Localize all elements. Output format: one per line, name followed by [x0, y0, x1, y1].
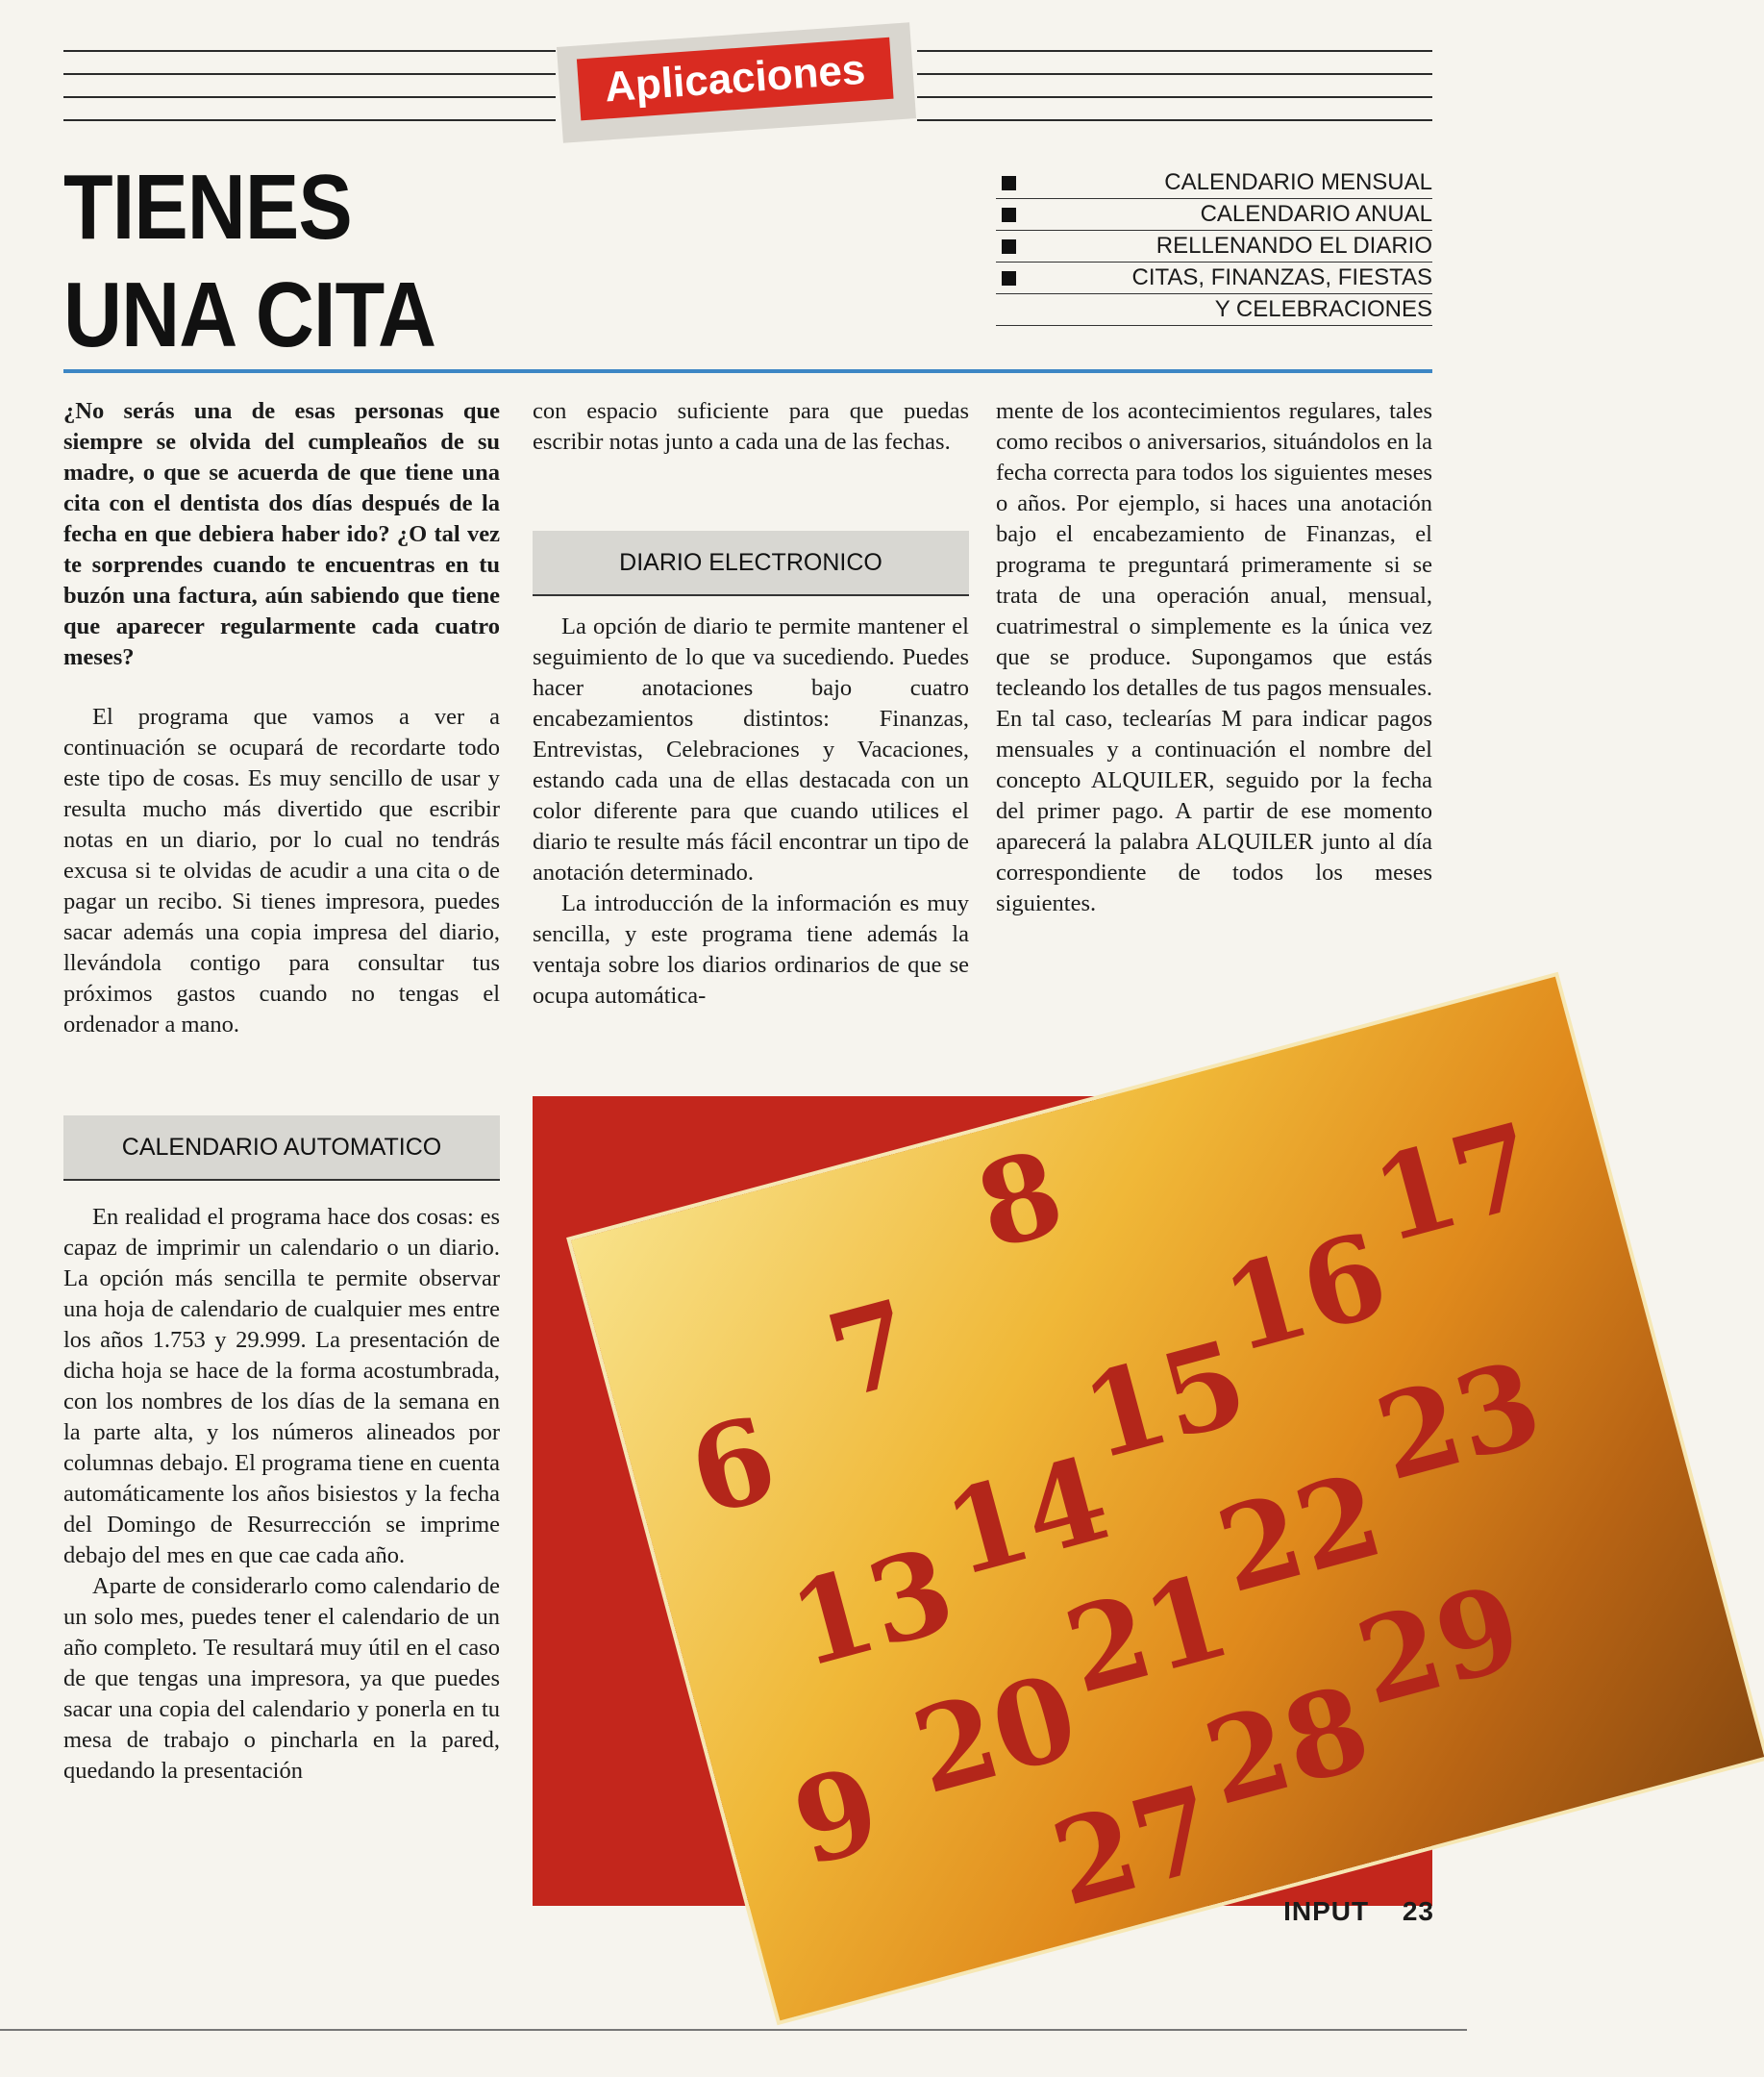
- header-rule: [917, 119, 1432, 121]
- header-rule: [63, 50, 556, 52]
- header-rule: [917, 73, 1432, 75]
- section-heading-diario: DIARIO ELECTRONICO: [533, 531, 969, 596]
- contents-item: CITAS, FINANZAS, FIESTAS: [996, 263, 1432, 294]
- header-rule: [63, 119, 556, 121]
- contents-list: [996, 167, 1432, 326]
- contents-item: CALENDARIO MENSUAL: [996, 167, 1432, 199]
- calendar-number: 29: [1344, 1559, 1535, 1732]
- lead-paragraph: ¿No serás una de esas personas que siempre se olvida del cumpleaños de su madre, o que se acuerda de que tiene una cita con el dentista dos días después de la fecha en que debiera haber ido? ¿O tal vez te sorprendes cuando te encuentras en tu buzón una factura, aún sabiendo que tiene que aparecer regularmente cada cuatro meses?: [63, 398, 500, 670]
- title-line-2: UNA CITA: [63, 263, 436, 366]
- column-1-top: [63, 396, 500, 1040]
- body-paragraph: En realidad el programa hace dos cosas: es capaz de imprimir un calendario o un diario. La opción más sencilla te permite observar una hoja de calendario de cualquier mes entre los años 1.753 y 29.999. La presentación de dicha hoja se hace de la forma acostumbrada, con los nombres de los días de la semana en la parte alta, y los números alineados por columnas debajo. El programa tiene en cuenta automáticamente los años bisiestos y la fecha del Domingo de Resurrección se imprime debajo del mes en que cae cada año.: [63, 1204, 500, 1568]
- body-paragraph: con espacio suficiente para que puedas escribir notas junto a cada una de las fechas.: [533, 398, 969, 455]
- footer-rule: [0, 2029, 1467, 2031]
- calendar-number: 21: [1052, 1547, 1243, 1720]
- calendar-number: 13: [777, 1521, 968, 1695]
- body-paragraph: La introducción de la información es muy sencilla, y este programa tiene además la ventaja sobre los diarios ordinarios de que se ocupa automática-: [533, 890, 969, 1009]
- calendar-number: 22: [1205, 1446, 1396, 1620]
- header-rule: [917, 50, 1432, 52]
- bullet-icon: [1002, 239, 1016, 254]
- calendar-number: 6: [676, 1390, 789, 1542]
- publication-name: INPUT: [1283, 1896, 1370, 1926]
- contents-item: RELLENANDO EL DIARIO: [996, 231, 1432, 263]
- column-2-bottom: [533, 612, 969, 1012]
- calendar-number: 8: [963, 1124, 1077, 1277]
- contents-item: CALENDARIO ANUAL: [996, 199, 1432, 231]
- contents-item: Y CELEBRACIONES: [996, 294, 1432, 326]
- column-2-top: [533, 396, 969, 458]
- calendar-number: 16: [1209, 1206, 1401, 1380]
- section-heading-calendario: CALENDARIO AUTOMATICO: [63, 1115, 500, 1181]
- calendar-number: 28: [1192, 1659, 1382, 1833]
- section-tag-label: Aplicaciones: [577, 38, 894, 121]
- section-tag: [557, 22, 916, 142]
- calendar-number: 9: [780, 1740, 893, 1893]
- calendar-number: 23: [1363, 1335, 1554, 1508]
- body-paragraph: La opción de diario te permite mantener el seguimiento de lo que va sucediendo. Puedes hacer anotaciones bajo cuatro encabezamientos distintos: Finanzas, Entrevistas, Celebraciones y Vacaciones, estando cada una de ellas destacada con un color diferente para que cuando utilices el diario te resulte más fácil encontrar un tipo de anotación determinado.: [533, 613, 969, 886]
- column-3: [996, 396, 1432, 919]
- calendar-photo-image: [571, 977, 1764, 2021]
- header-rule: [63, 73, 556, 75]
- column-1-bottom: [63, 1202, 500, 1787]
- header-rule: [63, 96, 556, 98]
- header-rule: [917, 96, 1432, 98]
- bullet-icon: [1002, 208, 1016, 222]
- calendar-number: 7: [814, 1273, 928, 1426]
- article-title: [63, 154, 435, 369]
- page-footer: [1283, 1896, 1434, 1927]
- calendar-number: 20: [900, 1648, 1091, 1821]
- calendar-number: 27: [1039, 1760, 1230, 1933]
- body-paragraph: El programa que vamos a ver a continuación se ocupará de recordarte todo este tipo de cosas. Es muy sencillo de usar y resulta mucho más divertido que escribir notas en un diario, por lo cual no tendrás excusa si te olvidas de acudir a una cita o de pagar un recibo. Si tienes impresora, puedes sacar además una copia impresa del diario, llevándola contigo para consultar tus próximos gastos cuando no tengas el ordenador a mano.: [63, 704, 500, 1038]
- title-divider: [63, 369, 1432, 373]
- title-line-1: TIENES: [63, 156, 352, 259]
- body-paragraph: Aparte de considerarlo como calendario de un solo mes, puedes tener el calendario de un año completo. Te resultará muy útil en el caso de que tengas una impresora, ya que puedes sacar una copia del calendario y ponerla en tu mesa de trabajo o pincharla en la pared, quedando la presentación: [63, 1573, 500, 1784]
- calendar-number: 15: [1069, 1314, 1260, 1488]
- bullet-icon: [1002, 271, 1016, 286]
- calendar-number: 17: [1359, 1096, 1551, 1270]
- body-paragraph: mente de los acontecimientos regulares, tales como recibos o aniversarios, situándolos en la fecha correcta para todos los siguientes meses o años. Por ejemplo, si haces una anotación bajo el encabezamiento de Finanzas, el programa te preguntará primeramente si se trata de una operación anual, mensual, cuatrimestral o simplemente es la única vez que se produce. Supongamos que estás tecleando los detalles de tus pagos mensuales. En tal caso, teclearías M para indicar pagos mensuales y a continuación el nombre del concepto ALQUILER, seguido por la fecha del primer pago. A partir de ese momento aparecerá la palabra ALQUILER junto al día correspondiente de todos los meses siguientes.: [996, 398, 1432, 916]
- bullet-icon: [1002, 176, 1016, 190]
- page-number: 23: [1402, 1896, 1434, 1926]
- calendar-number: 14: [932, 1430, 1122, 1604]
